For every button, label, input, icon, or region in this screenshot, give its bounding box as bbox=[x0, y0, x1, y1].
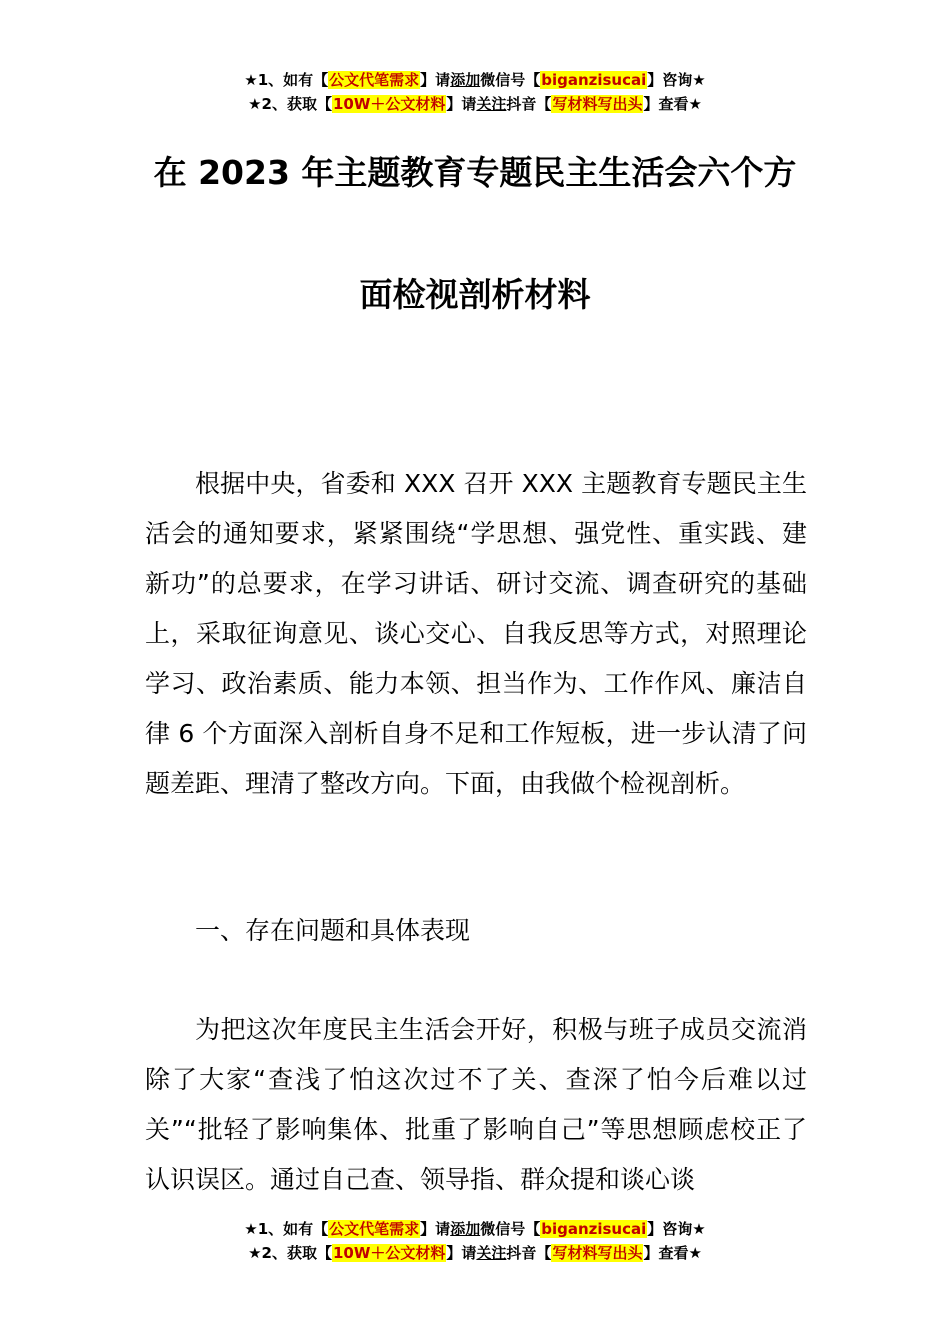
banner-text: 微信号【 bbox=[480, 1220, 541, 1238]
body-paragraph-problems: 为把这次年度民主生活会开好，积极与班子成员交流消除了大家“查浅了怕这次过不了关、查深了怕今后难以过关”“批轻了影响集体、批重了影响自己”等思想顾虑校正了认识误区。通过自己查、领导指、群众提和谈心谈 bbox=[145, 1015, 807, 1194]
banner-highlight: 10W＋公文材料 bbox=[332, 1244, 446, 1262]
banner-highlight: biganzisucai bbox=[541, 71, 647, 89]
document-title-line-2: 面检视剖析材料 bbox=[359, 275, 591, 314]
banner-text: 】查看★ bbox=[643, 95, 702, 113]
banner-emphasis: 添加 bbox=[450, 71, 481, 89]
banner-text: 微信号【 bbox=[480, 71, 541, 89]
banner-text: 】咨询★ bbox=[647, 1220, 706, 1238]
banner-highlight: 写材料写出头 bbox=[552, 1244, 643, 1262]
banner-emphasis: 关注 bbox=[476, 1244, 507, 1262]
banner-line-2 bbox=[0, 1241, 950, 1265]
banner-highlight: 公文代笔需求 bbox=[329, 1220, 420, 1238]
banner-line-2 bbox=[0, 92, 950, 116]
header-banner bbox=[0, 68, 950, 116]
footer-banner bbox=[0, 1217, 950, 1265]
banner-text: 】请 bbox=[446, 95, 477, 113]
banner-line-1 bbox=[0, 1217, 950, 1241]
body-paragraph-intro: 根据中央，省委和 XXX 召开 XXX 主题教育专题民主生活会的通知要求，紧紧围绕“学思想、强党性、重实践、建新功”的总要求，在学习讲话、研讨交流、调查研究的基础上，采取征询意见、谈心交心、自我反思等方式，对照理论学习、政治素质、能力本领、担当作为、工作作风、廉洁自律 6 个方面深入剖析自身不足和工作短板，进一步认清了问题差距、理清了整改方向。下面，由我做个检视剖析。 bbox=[145, 469, 807, 798]
banner-text: 】请 bbox=[446, 1244, 477, 1262]
banner-text: 】请 bbox=[420, 71, 451, 89]
banner-text: ★2、获取【 bbox=[248, 95, 332, 113]
banner-text: 】查看★ bbox=[643, 1244, 702, 1262]
banner-highlight: 写材料写出头 bbox=[552, 95, 643, 113]
banner-text: 】咨询★ bbox=[647, 71, 706, 89]
banner-text: ★1、如有【 bbox=[244, 71, 329, 89]
banner-highlight: 10W＋公文材料 bbox=[332, 95, 446, 113]
document-title-line-1: 在 2023 年主题教育专题民主生活会六个方 bbox=[153, 153, 797, 192]
banner-line-1 bbox=[0, 68, 950, 92]
banner-highlight: 公文代笔需求 bbox=[329, 71, 420, 89]
banner-emphasis: 关注 bbox=[476, 95, 507, 113]
banner-text: ★1、如有【 bbox=[244, 1220, 329, 1238]
banner-highlight: biganzisucai bbox=[541, 1220, 647, 1238]
banner-text: 】请 bbox=[420, 1220, 451, 1238]
banner-text: ★2、获取【 bbox=[248, 1244, 332, 1262]
banner-emphasis: 添加 bbox=[450, 1220, 481, 1238]
banner-text: 抖音【 bbox=[506, 95, 552, 113]
section-heading: 一、存在问题和具体表现 bbox=[195, 916, 471, 945]
banner-text: 抖音【 bbox=[506, 1244, 552, 1262]
